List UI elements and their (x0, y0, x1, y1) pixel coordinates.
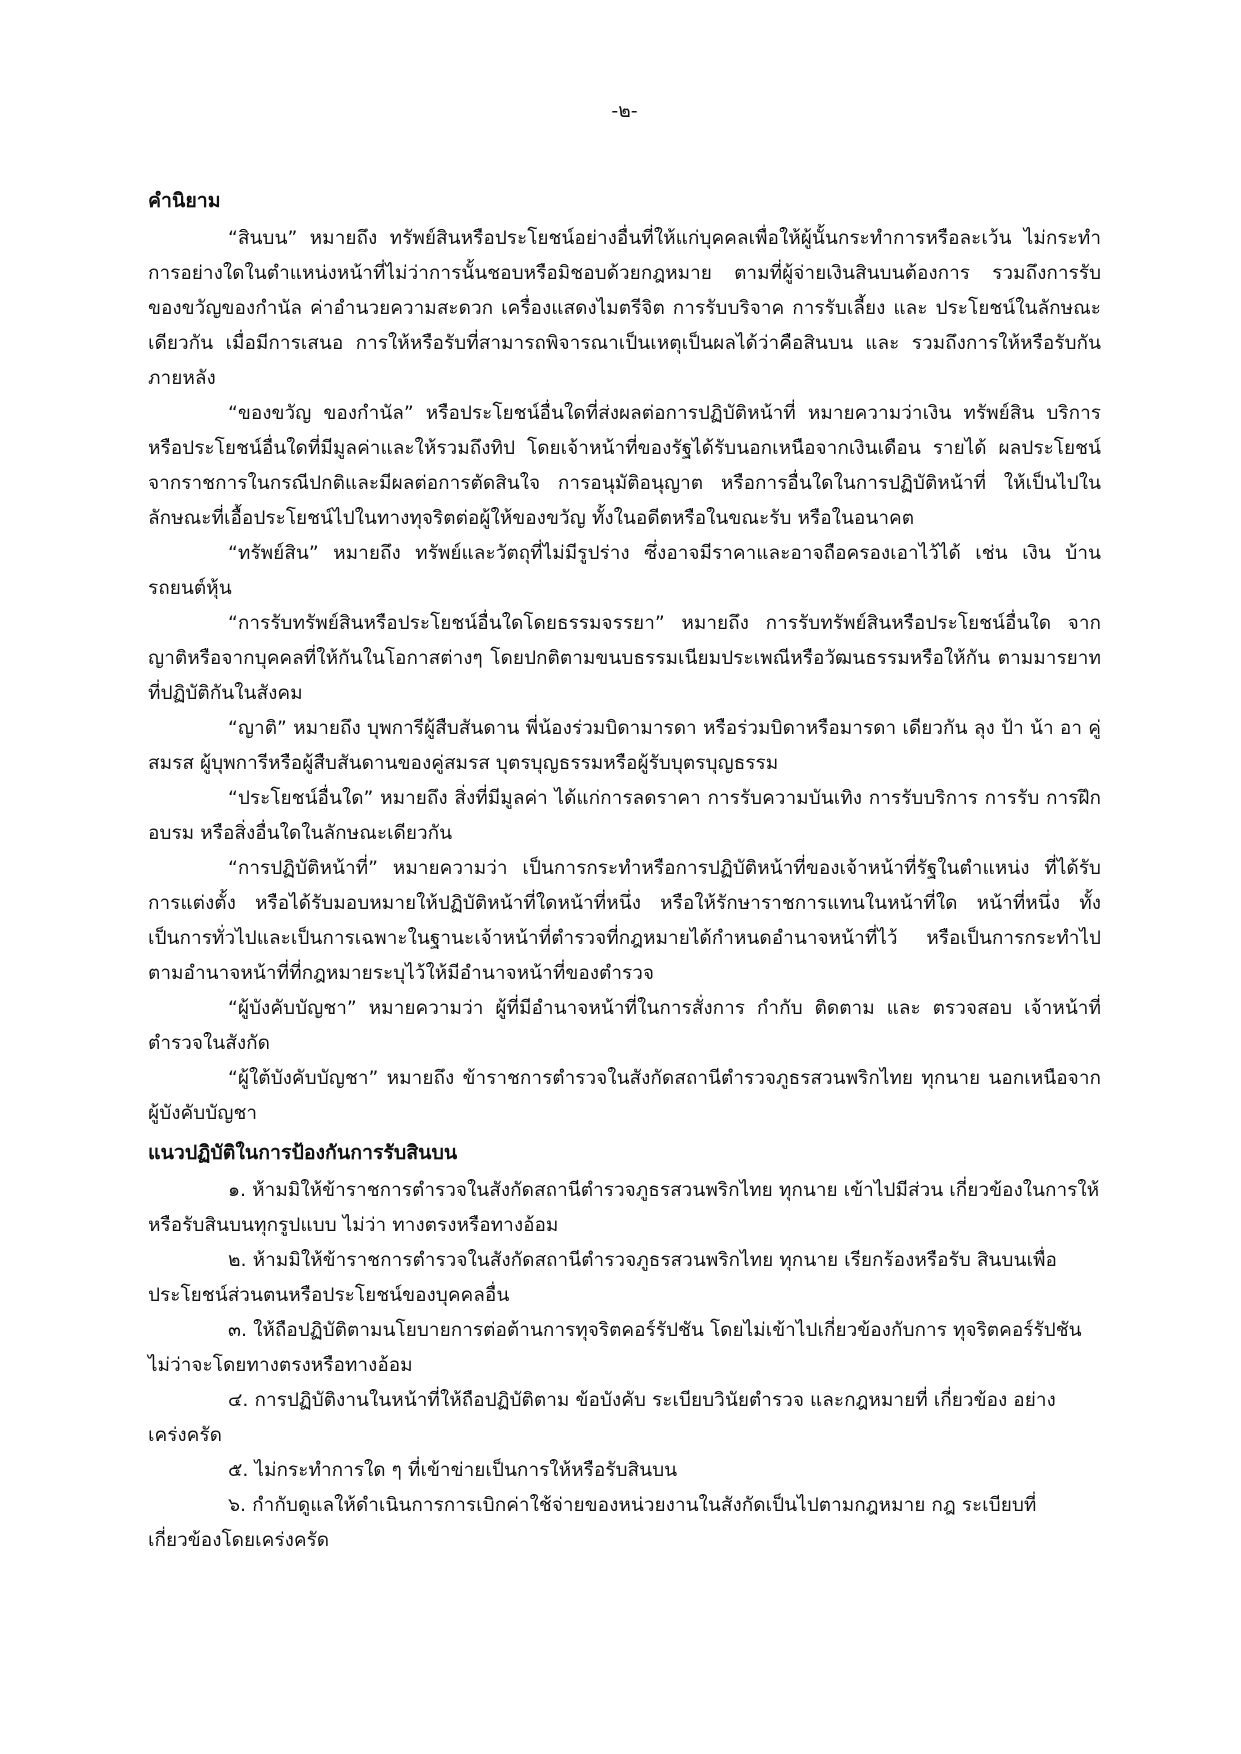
guideline-item-6: ๖. กำกับดูแลให้ดำเนินการการเบิกค่าใช้จ่ายของหน่วยงานในสังกัดเป็นไปตามกฎหมาย กฎ ระเบียบที่เกี่ยวข้องโดยเคร่งครัด (148, 1494, 1037, 1551)
definition-ethical-receipt: “การรับทรัพย์สินหรือประโยชน์อื่นใดโดยธรรมจรรยา” หมายถึง การรับทรัพย์สินหรือประโยชน์อื่นใด จากญาติหรือจากบุคคลที่ให้กันในโอกาสต่างๆ โดยปกติตามขนบธรรมเนียมประเพณีหรือวัฒนธรรมหรือให้กัน ตามมารยาทที่ปฏิบัติกันในสังคม (148, 612, 1101, 704)
guideline-item-2: ๒. ห้ามมิให้ข้าราชการตำรวจในสังกัดสถานีตำรวจภูธรสวนพริกไทย ทุกนาย เรียกร้องหรือรับ สินบนเพื่อประโยชน์ส่วนตนหรือประโยชน์ของบุคคลอื่น (148, 1249, 1057, 1306)
definition-subordinate: “ผู้ใต้บังคับบัญชา” หมายถึง ข้าราชการตำรวจในสังกัดสถานีตำรวจภูธรสวนพริกไทย ทุกนาย นอกเหนือจากผู้บังคับบัญชา (148, 1067, 1101, 1124)
guideline-item-1: ๑. ห้ามมิให้ข้าราชการตำรวจในสังกัดสถานีตำรวจภูธรสวนพริกไทย ทุกนาย เข้าไปมีส่วน เกี่ยวข้องในการให้หรือรับสินบนทุกรูปแบบ ไม่ว่า ทางตรงหรือทางอ้อม (148, 1179, 1100, 1236)
definition-gift: “ของขวัญ ของกำนัล” หรือประโยชน์อื่นใดที่ส่งผลต่อการปฏิบัติหน้าที่ หมายความว่าเงิน ทรัพย์สิน บริการหรือประโยชน์อื่นใดที่มีมูลค่าและให้รวมถึงทิป โดยเจ้าหน้าที่ของรัฐได้รับนอกเหนือจากเงินเดือน รายได้ ผลประโยชน์จากราชการในกรณีปกติและมีผลต่อการตัดสินใจ การอนุมัติอนุญาต หรือการอื่นใดในการปฏิบัติหน้าที่ ให้เป็นไปในลักษณะที่เอื้อประโยชน์ไปในทางทุจริตต่อผู้ให้ของขวัญ ทั้งในอดีตหรือในขณะรับ หรือในอนาคต (148, 402, 1101, 529)
guideline-item-5: ๕. ไม่กระทำการใด ๆ ที่เข้าข่ายเป็นการให้หรือรับสินบน (228, 1459, 678, 1481)
page-number: -๒- (611, 100, 638, 122)
guidelines-section (148, 1133, 1101, 1558)
definitions-heading: คำนิยาม (148, 189, 221, 212)
definition-relatives: “ญาติ” หมายถึง บุพการีผู้สืบสันดาน พี่น้องร่วมบิดามารดา หรือร่วมบิดาหรือมารดา เดียวกัน ลุง ป้า น้า อา คู่สมรส ผู้บุพการีหรือผู้สืบสันดานของคู่สมรส บุตรบุญธรรมหรือผู้รับบุตรบุญธรรม (148, 717, 1101, 774)
definition-commander: “ผู้บังคับบัญชา” หมายความว่า ผู้ที่มีอำนาจหน้าที่ในการสั่งการ กำกับ ติดตาม และ ตรวจสอบ เจ้าหน้าที่ตำรวจในสังกัด (148, 997, 1101, 1054)
definition-bribe: “สินบน” หมายถึง ทรัพย์สินหรือประโยชน์อย่างอื่นที่ให้แก่บุคคลเพื่อให้ผู้นั้นกระทำการหรือละเว้น ไม่กระทำการอย่างใดในตำแหน่งหน้าที่ไม่ว่าการนั้นชอบหรือมิชอบด้วยกฎหมาย ตามที่ผู้จ่ายเงินสินบนต้องการ รวมถึงการรับของขวัญของกำนัล ค่าอำนวยความสะดวก เครื่องแสดงไมตรีจิต การรับบริจาค การรับเลี้ยง และ ประโยชน์ในลักษณะเดียวกัน เมื่อมีการเสนอ การให้หรือรับที่สามารถพิจารณาเป็นเหตุเป็นผลได้ว่าคือสินบน และ รวมถึงการให้หรือรับกันภายหลัง (148, 227, 1101, 389)
definitions-section (148, 181, 1101, 1131)
definition-property: “ทรัพย์สิน” หมายถึง ทรัพย์และวัตถุที่ไม่มีรูปร่าง ซึ่งอาจมีราคาและอาจถือครองเอาไว้ได้ เช่น เงิน บ้าน รถยนต์หุ้น (148, 542, 1101, 599)
guidelines-heading: แนวปฏิบัติในการป้องกันการรับสินบน (148, 1141, 458, 1164)
guideline-item-4: ๔. การปฏิบัติงานในหน้าที่ให้ถือปฏิบัติตาม ข้อบังคับ ระเบียบวินัยตำรวจ และกฎหมายที่ เกี่ยวข้อง อย่างเคร่งครัด (148, 1389, 1056, 1446)
guideline-item-3: ๓. ให้ถือปฏิบัติตามนโยบายการต่อต้านการทุจริตคอร์รัปชัน โดยไม่เข้าไปเกี่ยวข้องกับการ ทุจริตคอร์รัปชัน ไม่ว่าจะโดยทางตรงหรือทางอ้อม (148, 1319, 1082, 1376)
definition-other-benefit: “ประโยชน์อื่นใด” หมายถึง สิ่งที่มีมูลค่า ได้แก่การลดราคา การรับความบันเทิง การรับบริการ การรับ การฝึกอบรม หรือสิ่งอื่นใดในลักษณะเดียวกัน (148, 787, 1101, 844)
definition-duty: “การปฏิบัติหน้าที่” หมายความว่า เป็นการกระทำหรือการปฏิบัติหน้าที่ของเจ้าหน้าที่รัฐในตำแหน่ง ที่ได้รับการแต่งตั้ง หรือได้รับมอบหมายให้ปฏิบัติหน้าที่ใดหน้าที่หนึ่ง หรือให้รักษาราชการแทนในหน้าที่ใด หน้าที่หนึ่ง ทั้งเป็นการทั่วไปและเป็นการเฉพาะในฐานะเจ้าหน้าที่ตำรวจที่กฎหมายได้กำหนดอำนาจหน้าที่ไว้ หรือเป็นการกระทำไปตามอำนาจหน้าที่ที่กฎหมายระบุไว้ให้มีอำนาจหน้าที่ของตำรวจ (148, 857, 1101, 984)
